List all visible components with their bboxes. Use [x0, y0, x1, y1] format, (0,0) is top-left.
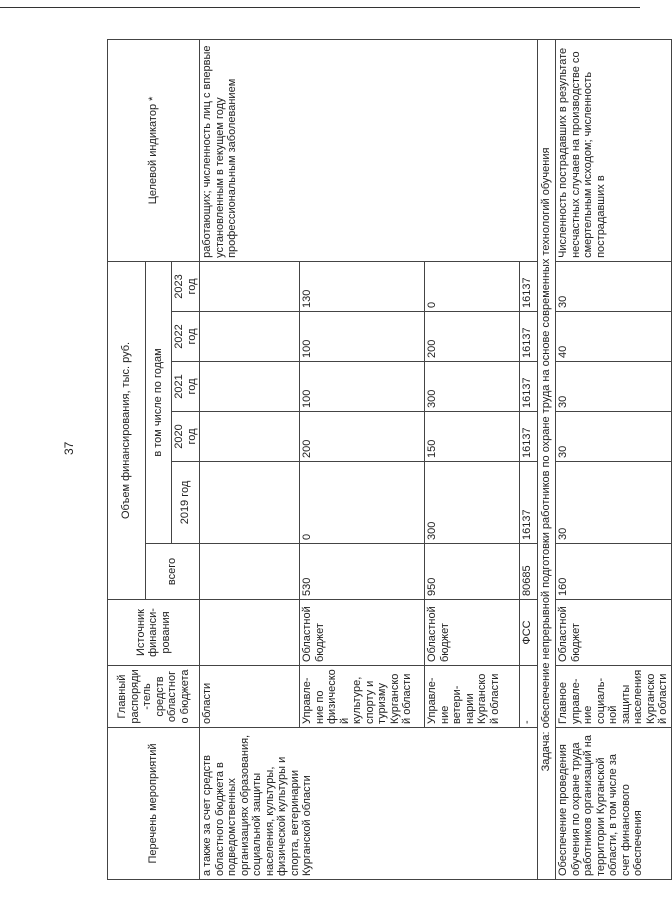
row3-2020: 150: [425, 412, 520, 462]
row4-2019: 16137: [520, 462, 538, 544]
header-source: Источник финанси-рования: [108, 600, 200, 666]
row5-measure: Обеспечение проведения обучения по охране труда работников организаций на территории Курганской области, в том числе за счет финансового обеспечения: [556, 728, 672, 880]
header-measures: Перечень мероприятий: [108, 728, 200, 880]
row2-2023: 130: [300, 261, 425, 311]
row3-total: 950: [425, 544, 520, 600]
row3-manager: Управле-ние ветери-нарии Курганской области: [425, 666, 520, 728]
row1-indicator: работающих; численность лиц с впервые установленным в текущем году профессиональным заболеванием: [200, 39, 538, 261]
task-row: Задача: обеспечение непрерывной подготовки работников по охране труда на основе современных технологий обучения: [538, 39, 556, 879]
row2-total: 530: [300, 544, 425, 600]
page-number: 37: [62, 441, 76, 455]
row3-2023: 0: [425, 261, 520, 311]
row2-2021: 100: [300, 362, 425, 412]
row3-2021: 300: [425, 362, 520, 412]
row2-2022: 100: [300, 312, 425, 362]
row4-2023: 16137: [520, 261, 538, 311]
row4-source: ФСС: [520, 600, 538, 666]
row3-2019: 300: [425, 462, 520, 544]
row3-2022: 200: [425, 312, 520, 362]
row5-2021: 30: [556, 362, 672, 412]
row4-manager: -: [520, 666, 538, 728]
row2-manager: Управле-ние по физической культуре, спорту и туризму Курганской области: [300, 666, 425, 728]
row4-2022: 16137: [520, 312, 538, 362]
header-by-year: в том числе по годам: [146, 261, 172, 543]
funding-table-rotated: [107, 40, 669, 880]
row5-2019: 30: [556, 462, 672, 544]
row5-2023: 30: [556, 261, 672, 311]
row3-source: Областной бюджет: [425, 600, 520, 666]
header-total: всего: [146, 544, 200, 600]
row2-2019: 0: [300, 462, 425, 544]
header-2022: 2022 год: [172, 312, 200, 362]
row5-manager: Главное управле-ние социаль-ной защиты населения Курганской области: [556, 666, 672, 728]
header-2020: 2020 год: [172, 412, 200, 462]
row2-2020: 200: [300, 412, 425, 462]
row4-2020: 16137: [520, 412, 538, 462]
row4-total: 80685: [520, 544, 538, 600]
header-2021: 2021 год: [172, 362, 200, 412]
row5-2022: 40: [556, 312, 672, 362]
row1-manager: области: [200, 666, 300, 728]
header-funding: Объем финансирования, тыс. руб.: [108, 261, 146, 599]
header-indicator: Целевой индикатор *: [108, 39, 200, 261]
row1-measure: а также за счет средств областного бюджета в подведомственных организациях образования, социальной защиты населения, культуры, физической культуры и спорта, ветеринарии Курганской области: [200, 728, 538, 880]
top-rule: [0, 7, 640, 8]
row5-2020: 30: [556, 412, 672, 462]
header-2019: 2019 год: [172, 462, 200, 544]
row5-total: 160: [556, 544, 672, 600]
funding-table: [107, 39, 672, 880]
header-manager: Главный распоряди-тель средств областного бюджета: [108, 666, 200, 728]
header-2023: 2023 год: [172, 261, 200, 311]
row2-source: Областной бюджет: [300, 600, 425, 666]
row4-2021: 16137: [520, 362, 538, 412]
row5-source: Областной бюджет: [556, 600, 672, 666]
row5-indicator: Численность пострадавших в результате несчастных случаев на производстве со смертельным исходом; численность пострадавших в: [556, 39, 672, 261]
